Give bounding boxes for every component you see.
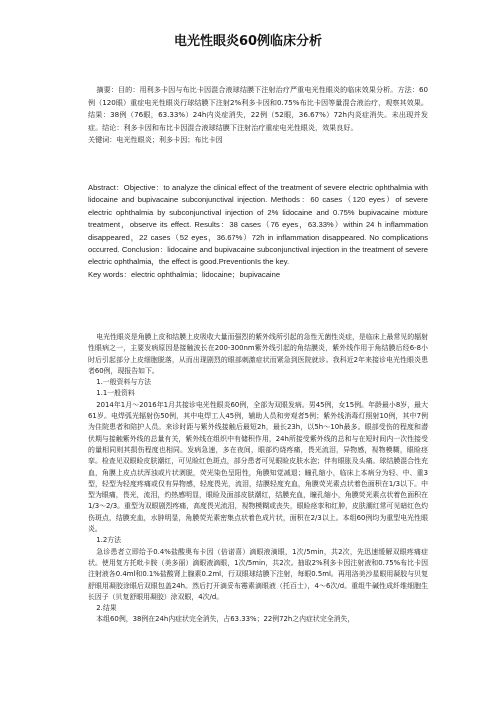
section-1-2-heading: 1.2方法: [96, 536, 122, 545]
abstract-en: Abstract：Objective：to analyze the clinical effect of the treatment of severe electric ophthalmia with lidocaine and bupivacaine subconjunctival injection. Methods：60 cases（120 eyes）of severe electric ophthalmia by subconjunctival injection of 2% lidocaine and 0.75% bupivacaine mixture treatment，observe its effect. Results：38 cases（76 eyes，63.33%）within 24 h inflammation disappeared，22 cases（52 eyes，36.67%）72h in inflammation disappeared. No complications occurred. Conclusion：lidocaine and bupivacaine subconjunctival injection in the treatment of severe electric ophthalmia，the effect is good.PreventionIs the key.: [88, 183, 428, 267]
abstract-cn: 摘要：目的：用利多卡因与布比卡因混合液球结膜下注射治疗严重电光性眼炎的临床效果分析。方法：60例（120眼）重症电光性眼炎行球结膜下注射2%利多卡因和0.75%布比卡因等量混合液治疗，观察其效果。结果：38例（76眼，63.33%）24h内炎症消失，22例（52眼，36.67%）72h内炎症消失。未出现并发症。结论：利多卡因和布比卡因混合液球结膜下注射治疗重症电光性眼炎，效果良好。: [88, 85, 428, 132]
section-1-heading: 1.一般资料与方法: [96, 378, 152, 387]
document-title: 电光性眼炎60例临床分析: [173, 34, 323, 49]
abstract-cn-block: [88, 84, 428, 147]
general-info-paragraph: 2014年1月～2016年1月共接诊电光性眼炎60例，全部为双眼发病。男45例，女15例。年龄最小8岁，最大61岁。电焊弧光辐射伤50例，其中电焊工人45例，辅助人员和旁观者5例；紫外线消毒灯照射10例，其中7例为住院患者和陪护人员。来诊时距与紫外线接触后最短2h，最长23h，以5h～10h最多。眼部受伤的程度和潜伏期与接触紫外线的总量有关，紫外线在组织中有储积作用，24h所接受紫外线的总和与在短时间内一次性接受的量相同则其损伤程度也相同。发病急速，多在夜间，眼部灼烧疼痛，畏光流泪，异物感，视物模糊，眼睑痉挛。检查见双眼睑皮肤潮红，可见睑红色斑点，部分患者可见眼睑皮肤水泡；伴有眼胀及头痛。球结膜混合性充血，角膜上皮点状浑浊或片状剥脱，荧光染色呈阳性，角膜知觉减退；瞳孔缩小，临床上本病分为轻、中、重3型，轻型为轻度疼痛或仅有异物感，轻度畏光，流泪，结膜轻度充血，角膜荧光素点状着色面积在1/3以下。中型为眼痛，畏光，流泪，灼热感明显，眼睑及面部皮肤潮红，结膜充血，瞳孔缩小，角膜荧光素点状着色面积在1/3～2/3。重型为双眼剧烈疼痛，高度畏光流泪，视物模糊或丧失，眼睑痉挛和红肿，皮肤潮红常可见暗红色灼伤斑点，结膜充血，水肿明显，角膜荧光素密集点状着色成片状，面积在2/3以上。本组60例均为重型电光性眼炎。: [88, 400, 428, 534]
results-paragraph: 本组60例，38例在24h内症状完全消失，占63.33%；22例72h之内症状完全消失，: [96, 615, 355, 624]
intro-paragraph: 电光性眼炎是角膜上皮和结膜上皮吸收大量而强烈的紫外线所引起的急性无菌性炎症，是临床上最常见的辐射性眼病之一，主要发病原因是接触波长在200-300nm紫外线引起的角结膜炎，紫外线作用于角结膜后经6-8小时后引起部分上皮细胞脱落，从而出现剧烈的眼部刺激症状而紧急到医院就诊。我科近2年来接诊电光性眼炎患者60例，现报告如下。: [88, 333, 428, 375]
body-text: [88, 332, 428, 626]
keywords-en: Key words：electric ophthalmia；lidocaine；bupivacaine: [88, 269, 281, 279]
methods-paragraph: 急诊患者立即给予0.4%盐酸奥布卡因（倍诺喜）滴眼液滴眼，1次/5min，共2次，先迅速缓解双眼疼痛症状。使用复方托吡卡胺（美多丽）滴眼液滴眼，1次/5min，共2次。抽取2%利多卡因注射液和0.75%布比卡因注射液各0.4ml和0.1%盐酸肾上腺素0.2ml，行双眼球结膜下注射，每眼0.5ml。再用洛美沙星眼用凝胶与贝复舒眼用凝胶涂眼后双眼包盖24h。然后打开滴妥布霉素滴眼液（托百士），4～6次/d。重组牛碱性成纤维细胞生长因子（贝复舒眼用凝胶）涂双眼，4次/d。: [88, 547, 428, 601]
abstract-en-block: [88, 182, 428, 281]
section-2-heading: 2.结果: [96, 604, 117, 613]
keywords-cn: 关键词：电光性眼炎；利多卡因；布比卡因: [88, 135, 223, 144]
section-1-1-heading: 1.1一般资料: [96, 389, 135, 398]
